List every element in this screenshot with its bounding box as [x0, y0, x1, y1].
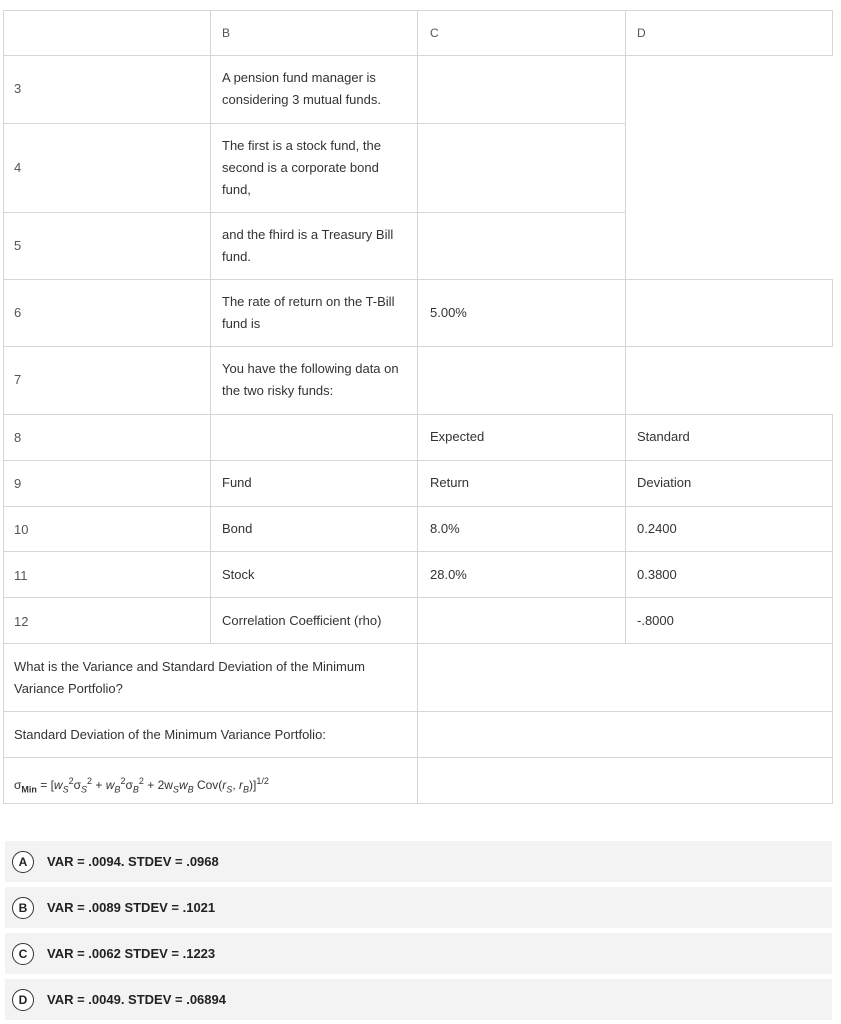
option-letter-badge: C: [12, 943, 34, 965]
grid-line: [832, 10, 833, 56]
grid-line: [832, 414, 833, 804]
grid-line: [3, 212, 625, 213]
formula-part: )]: [249, 778, 257, 792]
cell-d: Standard: [637, 429, 690, 444]
formula-part: S: [62, 784, 69, 795]
row-number: 10: [14, 522, 29, 537]
cell-b: Correlation Coefficient (rho): [222, 613, 382, 628]
answer-option-b[interactable]: [5, 887, 832, 928]
formula-part: S: [226, 784, 233, 795]
cell-b: Fund: [222, 475, 252, 490]
option-text: VAR = .0094. STDEV = .0968: [47, 854, 219, 869]
grid-line: [832, 279, 833, 347]
row-number: 5: [14, 238, 22, 253]
grid-line: [3, 123, 625, 124]
sd-formula: [14, 771, 269, 799]
formula-part: S: [81, 784, 88, 795]
formula-part: σ: [125, 778, 133, 792]
cell-d: 0.2400: [637, 521, 677, 536]
formula-part: B: [187, 784, 194, 795]
grid-line: [625, 10, 626, 644]
formula-part: = [: [36, 778, 54, 792]
row-number: 6: [14, 305, 22, 320]
formula-part: r: [222, 778, 227, 792]
column-header-b: B: [222, 26, 231, 40]
grid-line: [3, 10, 4, 804]
formula-part: B: [132, 784, 139, 795]
answer-option-a[interactable]: [5, 841, 832, 882]
formula-part: +: [143, 778, 158, 792]
cell-d: -.8000: [637, 613, 674, 628]
formula-part: w: [178, 778, 188, 792]
option-letter-badge: A: [12, 851, 34, 873]
option-text: VAR = .0049. STDEV = .06894: [47, 992, 226, 1007]
option-letter-badge: B: [12, 897, 34, 919]
column-header-d: D: [637, 26, 646, 40]
cell-c: 28.0%: [430, 567, 467, 582]
answer-option-c[interactable]: [5, 933, 832, 974]
option-letter-badge: D: [12, 989, 34, 1011]
row-number: 11: [14, 568, 28, 583]
formula-part: ,: [232, 778, 239, 792]
formula-part: B: [114, 784, 121, 795]
cell-d: Deviation: [637, 475, 692, 490]
cell-c: 5.00%: [430, 305, 467, 320]
cell-b: You have the following data on the two risky funds:: [222, 361, 399, 398]
cell-b: and the fhird is a Treasury Bill fund.: [222, 227, 394, 264]
formula-part: 2: [120, 776, 126, 786]
formula-part: Cov(: [193, 778, 223, 792]
cell-c: 8.0%: [430, 521, 460, 536]
formula-part: w: [53, 778, 63, 792]
grid-line: [417, 10, 418, 804]
formula-part: σ: [73, 778, 82, 792]
formula-part: 1/2: [256, 776, 269, 786]
row-number: 4: [14, 160, 22, 175]
grid-line: [210, 10, 211, 644]
cell-c: Return: [430, 475, 470, 490]
column-header-c: C: [430, 26, 439, 40]
formula-part: 2: [87, 776, 93, 786]
min-subscript: Min: [21, 784, 37, 795]
formula-part: w: [105, 778, 115, 792]
formula-part: +: [92, 778, 106, 792]
sigma-symbol: σ: [14, 778, 22, 792]
row-number: 3: [14, 81, 22, 96]
formula-part: B: [242, 784, 249, 795]
cell-b: The rate of return on the T-Bill fund is: [222, 294, 395, 331]
sd-label: Standard Deviation of the Minimum Variance Portfolio:: [14, 727, 326, 742]
answer-option-d[interactable]: [5, 979, 832, 1020]
formula-part: 2w: [157, 778, 173, 792]
row-number: 8: [14, 430, 22, 445]
cell-b: Stock: [222, 567, 255, 582]
cell-b: A pension fund manager is considering 3 mutual funds.: [222, 70, 381, 107]
option-text: VAR = .0062 STDEV = .1223: [47, 946, 216, 961]
formula-part: 2: [138, 776, 144, 786]
cell-c: Expected: [430, 429, 485, 444]
cell-d: 0.3800: [637, 567, 677, 582]
question-text: What is the Variance and Standard Deviation of the Minimum Variance Portfolio?: [14, 659, 365, 696]
formula-part: 2: [68, 776, 74, 786]
formula-part: r: [238, 778, 243, 792]
row-number: 12: [14, 614, 29, 629]
row-number: 7: [14, 372, 22, 387]
formula-part: S: [172, 784, 179, 795]
cell-b: The first is a stock fund, the second is a corporate bond fund,: [222, 138, 381, 197]
row-number: 9: [14, 476, 22, 491]
option-text: VAR = .0089 STDEV = .1021: [47, 900, 216, 915]
cell-b: Bond: [222, 521, 253, 536]
